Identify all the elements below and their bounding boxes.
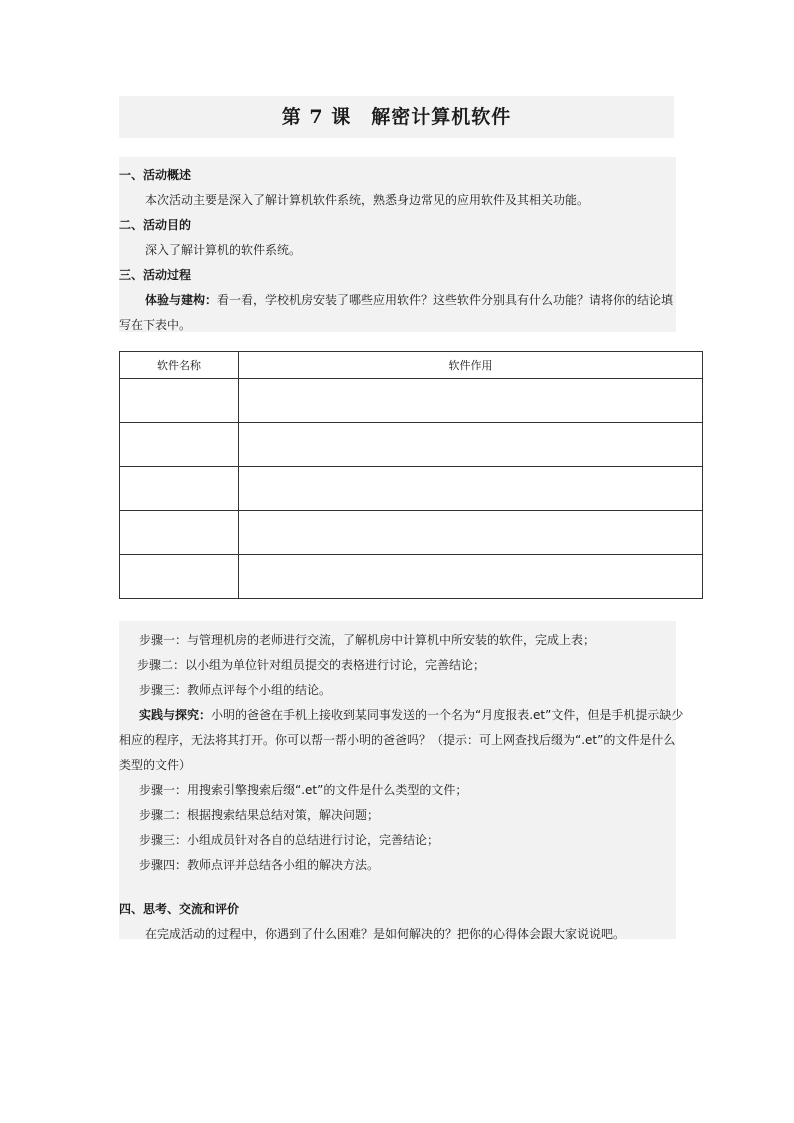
header-software-function: 软件作用	[239, 352, 703, 379]
software-name-cell[interactable]	[120, 423, 239, 467]
practice-line-3: 类型的文件）	[119, 758, 192, 772]
practice-step-3: 步骤三：小组成员针对各自的总结进行讨论，完善结论；	[139, 833, 440, 847]
practice-paragraph	[139, 706, 683, 723]
practice-step-1: 步骤一：用搜索引擎搜索后缀“.et”的文件是什么类型的文件；	[139, 783, 468, 797]
step-1-item: 步骤一：与管理机房的老师进行交流，了解机房中计算机中所安装的软件，完成上表；	[139, 633, 596, 647]
step-2-item: 步骤二：以小组为单位针对组员提交的表格进行讨论，完善结论；	[137, 658, 486, 672]
practice-label: 实践与探究：	[139, 708, 212, 722]
software-name-cell[interactable]	[120, 511, 239, 555]
page-title: 第 7 课 解密计算机软件	[119, 96, 674, 138]
software-function-cell[interactable]	[239, 467, 703, 511]
step-3-item: 步骤三：教师点评每个小组的结论。	[139, 683, 332, 697]
section-heading-process: 三、活动过程	[119, 268, 192, 282]
experience-label: 体验与建构：	[145, 293, 218, 307]
purpose-text: 深入了解计算机的软件系统。	[145, 243, 302, 257]
software-function-cell[interactable]	[239, 511, 703, 555]
table-row	[120, 555, 703, 599]
experience-line-1: 看一看，学校机房安装了哪些应用软件？这些软件分别具有什么功能？请将你的结论填	[217, 293, 674, 307]
section-heading-reflection: 四、思考、交流和评价	[119, 902, 240, 916]
section-heading-purpose: 二、活动目的	[119, 218, 192, 232]
table-row	[120, 511, 703, 555]
table-header-row	[120, 352, 703, 379]
software-function-cell[interactable]	[239, 555, 703, 599]
practice-line-2: 相应的程序，无法将其打开。你可以帮一帮小明的爸爸吗？（提示：可上网查找后缀为“.et”的文件是什么	[119, 733, 676, 747]
software-name-cell[interactable]	[120, 555, 239, 599]
practice-line-1: 小明的爸爸在手机上接收到某同事发送的一个名为“月度报表.et”文件，但是手机提示缺少	[211, 708, 684, 722]
header-software-name: 软件名称	[120, 352, 239, 379]
table-row	[120, 423, 703, 467]
table-row	[120, 379, 703, 423]
practice-step-2: 步骤二：根据搜索结果总结对策，解决问题；	[139, 808, 380, 822]
reflection-text: 在完成活动的过程中，你遇到了什么困难？是如何解决的？把你的心得体会跟大家说说吧。	[145, 927, 626, 941]
software-function-cell[interactable]	[239, 423, 703, 467]
section-heading-overview: 一、活动概述	[119, 168, 192, 182]
software-name-cell[interactable]	[120, 467, 239, 511]
experience-paragraph	[145, 291, 673, 308]
overview-text: 本次活动主要是深入了解计算机软件系统，熟悉身边常见的应用软件及其相关功能。	[145, 193, 590, 207]
software-function-cell[interactable]	[239, 379, 703, 423]
table-row	[120, 467, 703, 511]
software-name-cell[interactable]	[120, 379, 239, 423]
software-table	[119, 351, 703, 599]
practice-step-4: 步骤四：教师点评并总结各小组的解决方法。	[139, 858, 380, 872]
experience-line-2: 写在下表中。	[119, 318, 192, 332]
